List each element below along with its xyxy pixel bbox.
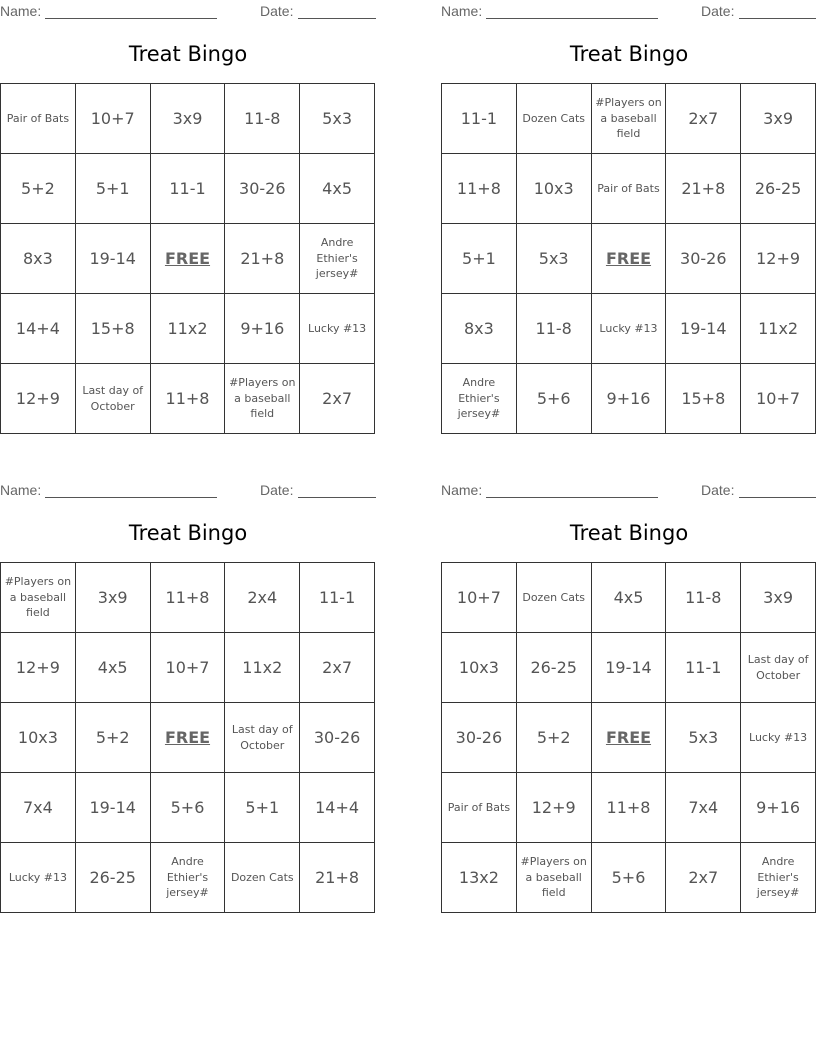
bingo-grid — [441, 562, 816, 913]
bingo-cell[interactable]: 15+8 — [666, 364, 741, 434]
bingo-cell[interactable]: Last day of October — [741, 633, 816, 703]
bingo-cell[interactable]: Andre Ethier's jersey# — [151, 843, 226, 913]
bingo-cell[interactable]: 8x3 — [442, 294, 517, 364]
bingo-cell[interactable]: 11-1 — [442, 84, 517, 154]
card-header — [441, 482, 816, 500]
name-field[interactable] — [486, 497, 658, 498]
date-label: Date: — [260, 482, 294, 498]
bingo-cell[interactable]: Last day of October — [76, 364, 151, 434]
bingo-cell[interactable]: 5+1 — [442, 224, 517, 294]
bingo-cell[interactable]: 10+7 — [76, 84, 151, 154]
free-cell[interactable]: FREE — [151, 224, 226, 294]
bingo-cell[interactable]: 8x3 — [1, 224, 76, 294]
bingo-cell[interactable]: 21+8 — [666, 154, 741, 224]
bingo-cell[interactable]: 5x3 — [300, 84, 375, 154]
bingo-cell[interactable]: Dozen Cats — [225, 843, 300, 913]
bingo-cell[interactable]: 11+8 — [442, 154, 517, 224]
bingo-grid — [441, 83, 816, 434]
bingo-cell[interactable]: Lucky #13 — [592, 294, 667, 364]
card-title: Treat Bingo — [128, 42, 248, 66]
bingo-cell[interactable]: 30-26 — [300, 703, 375, 773]
bingo-cell[interactable]: Last day of October — [225, 703, 300, 773]
bingo-cell[interactable]: 10+7 — [442, 563, 517, 633]
bingo-cell[interactable]: 5+2 — [1, 154, 76, 224]
bingo-cell[interactable]: 13x2 — [442, 843, 517, 913]
bingo-cell[interactable]: 26-25 — [517, 633, 592, 703]
bingo-cell[interactable]: 11+8 — [151, 364, 226, 434]
bingo-cell[interactable]: 11-8 — [666, 563, 741, 633]
name-field[interactable] — [45, 18, 217, 19]
bingo-cell[interactable]: 10x3 — [442, 633, 517, 703]
bingo-cell[interactable]: 19-14 — [76, 224, 151, 294]
free-cell[interactable]: FREE — [592, 703, 667, 773]
bingo-cell[interactable]: 4x5 — [76, 633, 151, 703]
bingo-cell[interactable]: 2x4 — [225, 563, 300, 633]
bingo-cell[interactable]: #Players on a baseball field — [517, 843, 592, 913]
bingo-cell[interactable]: 26-25 — [741, 154, 816, 224]
bingo-cell[interactable]: 5+1 — [225, 773, 300, 843]
name-field[interactable] — [45, 497, 217, 498]
bingo-cell[interactable]: 11-8 — [225, 84, 300, 154]
bingo-cell[interactable]: 9+16 — [592, 364, 667, 434]
bingo-cell[interactable]: 12+9 — [517, 773, 592, 843]
name-label: Name: — [0, 3, 42, 19]
card-header — [0, 482, 376, 500]
bingo-cell[interactable]: 10+7 — [741, 364, 816, 434]
bingo-cell[interactable]: 5+1 — [76, 154, 151, 224]
bingo-cell[interactable]: 12+9 — [1, 364, 76, 434]
free-cell[interactable]: FREE — [151, 703, 226, 773]
bingo-cell[interactable]: Andre Ethier's jersey# — [741, 843, 816, 913]
date-label: Date: — [260, 3, 294, 19]
bingo-cell[interactable]: 2x7 — [666, 84, 741, 154]
bingo-cell[interactable]: 11+8 — [592, 773, 667, 843]
date-field[interactable] — [739, 497, 816, 498]
bingo-cell[interactable]: 11-8 — [517, 294, 592, 364]
bingo-cell[interactable]: Lucky #13 — [1, 843, 76, 913]
free-cell[interactable]: FREE — [592, 224, 667, 294]
bingo-cell[interactable]: 11-1 — [300, 563, 375, 633]
bingo-cell[interactable]: #Players on a baseball field — [592, 84, 667, 154]
bingo-cell[interactable]: 21+8 — [300, 843, 375, 913]
bingo-cell[interactable]: 9+16 — [225, 294, 300, 364]
card-title: Treat Bingo — [569, 521, 689, 545]
card-title: Treat Bingo — [569, 42, 689, 66]
name-label: Name: — [441, 3, 483, 19]
bingo-card-1 — [0, 0, 376, 440]
bingo-cell[interactable]: 19-14 — [666, 294, 741, 364]
bingo-cell[interactable]: 10x3 — [1, 703, 76, 773]
bingo-cell[interactable]: 11-1 — [151, 154, 226, 224]
bingo-cell[interactable]: 14+4 — [300, 773, 375, 843]
card-header — [441, 3, 816, 21]
bingo-grid — [0, 83, 375, 434]
bingo-cell[interactable]: Andre Ethier's jersey# — [442, 364, 517, 434]
bingo-cell[interactable]: 19-14 — [592, 633, 667, 703]
bingo-cell[interactable]: Dozen Cats — [517, 84, 592, 154]
bingo-cell[interactable]: #Players on a baseball field — [225, 364, 300, 434]
name-label: Name: — [441, 482, 483, 498]
date-label: Date: — [701, 482, 735, 498]
bingo-cell[interactable]: 7x4 — [1, 773, 76, 843]
bingo-cell[interactable]: 5+2 — [517, 703, 592, 773]
bingo-cell[interactable]: #Players on a baseball field — [1, 563, 76, 633]
bingo-cell[interactable]: 10+7 — [151, 633, 226, 703]
bingo-cell[interactable]: 11x2 — [741, 294, 816, 364]
card-header — [0, 3, 376, 21]
bingo-card-3 — [0, 479, 376, 919]
bingo-cell[interactable]: Pair of Bats — [1, 84, 76, 154]
date-field[interactable] — [298, 18, 376, 19]
date-field[interactable] — [298, 497, 376, 498]
bingo-cell[interactable]: 3x9 — [76, 563, 151, 633]
bingo-cell[interactable]: 10x3 — [517, 154, 592, 224]
bingo-cell[interactable]: Lucky #13 — [300, 294, 375, 364]
bingo-cell[interactable]: 15+8 — [76, 294, 151, 364]
bingo-cell[interactable]: 11+8 — [151, 563, 226, 633]
bingo-cell[interactable]: Pair of Bats — [442, 773, 517, 843]
bingo-cell[interactable]: 5x3 — [666, 703, 741, 773]
bingo-cell[interactable]: 5+2 — [76, 703, 151, 773]
bingo-cell[interactable]: 7x4 — [666, 773, 741, 843]
bingo-cell[interactable]: 30-26 — [442, 703, 517, 773]
bingo-cell[interactable]: 5x3 — [517, 224, 592, 294]
bingo-cell[interactable]: Lucky #13 — [741, 703, 816, 773]
bingo-cell[interactable]: 3x9 — [741, 84, 816, 154]
bingo-cell[interactable]: 2x7 — [300, 633, 375, 703]
bingo-grid — [0, 562, 375, 913]
bingo-cell[interactable]: 3x9 — [741, 563, 816, 633]
bingo-cell[interactable]: Pair of Bats — [592, 154, 667, 224]
bingo-cell[interactable]: Andre Ethier's jersey# — [300, 224, 375, 294]
bingo-cell[interactable]: 12+9 — [741, 224, 816, 294]
bingo-cell[interactable]: 5+6 — [592, 843, 667, 913]
bingo-cell[interactable]: 12+9 — [1, 633, 76, 703]
name-label: Name: — [0, 482, 42, 498]
bingo-cell[interactable]: 26-25 — [76, 843, 151, 913]
bingo-cell[interactable]: 30-26 — [225, 154, 300, 224]
bingo-cell[interactable]: 11x2 — [225, 633, 300, 703]
bingo-cell[interactable]: Dozen Cats — [517, 563, 592, 633]
bingo-cell[interactable]: 19-14 — [76, 773, 151, 843]
bingo-cell[interactable]: 2x7 — [300, 364, 375, 434]
bingo-cell[interactable]: 11x2 — [151, 294, 226, 364]
bingo-cell[interactable]: 4x5 — [300, 154, 375, 224]
bingo-card-4 — [441, 479, 816, 919]
bingo-card-2 — [441, 0, 816, 440]
bingo-cell[interactable]: 21+8 — [225, 224, 300, 294]
bingo-cell[interactable]: 30-26 — [666, 224, 741, 294]
bingo-cell[interactable]: 2x7 — [666, 843, 741, 913]
bingo-cell[interactable]: 4x5 — [592, 563, 667, 633]
date-field[interactable] — [739, 18, 816, 19]
bingo-cell[interactable]: 3x9 — [151, 84, 226, 154]
bingo-cell[interactable]: 5+6 — [517, 364, 592, 434]
date-label: Date: — [701, 3, 735, 19]
bingo-cell[interactable]: 5+6 — [151, 773, 226, 843]
bingo-cell[interactable]: 14+4 — [1, 294, 76, 364]
bingo-cell[interactable]: 11-1 — [666, 633, 741, 703]
bingo-cell[interactable]: 9+16 — [741, 773, 816, 843]
name-field[interactable] — [486, 18, 658, 19]
card-title: Treat Bingo — [128, 521, 248, 545]
